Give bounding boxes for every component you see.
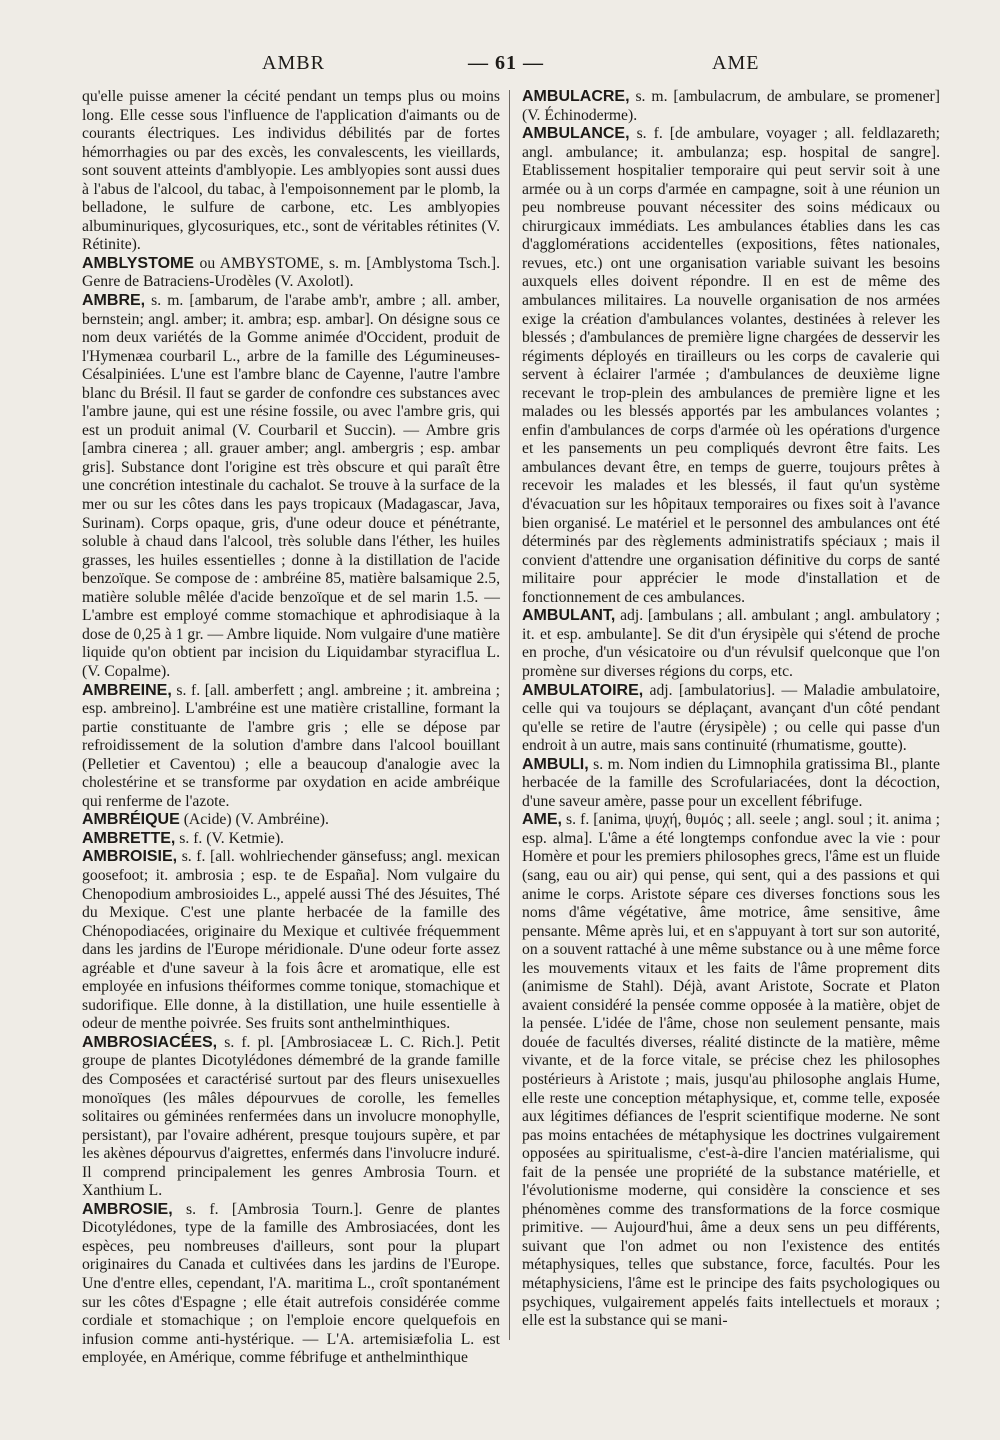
entry-headword: AMBROSIE, bbox=[82, 1200, 173, 1218]
entry-ambuli bbox=[522, 756, 940, 812]
entry-headword: AMBROISIE, bbox=[82, 848, 178, 866]
entry-headword: AMBULANT, bbox=[522, 607, 616, 625]
entry-ambrosiacees bbox=[82, 1034, 500, 1201]
entry-text: s. f. pl. [Ambrosiaceæ L. C. Rich.]. Petit groupe de plantes Dicotylédones démembré de la grande famille des Composées et caractérisé surtout par des fleurs unisexuelles monoïques (les mâles dépourvues de corolle, les femelles solitaires ou géminées renfermées dans un involucre monophylle, persistant), par l'ovaire adhérent, presque toujours supère, et par les akènes dépourvus d'aigrettes, enfermés dans l'involucre induré. Il comprend principalement les genres Ambrosia Tourn. et Xanthium L. bbox=[82, 1033, 500, 1200]
entry-ambulatoire bbox=[522, 682, 940, 756]
entry-text: adj. [ambulatorius]. — Maladie ambulatoire, celle qui va toujours se déplaçant, avançant d'un côté pendant qu'elle se retire de l'autre (érysipèle) ; ou celle qui passe d'un endroit à un autre, mais sans continuité (rhumatisme, goutte). bbox=[522, 681, 941, 755]
left-column bbox=[82, 88, 500, 1368]
entry-ambulant bbox=[522, 607, 940, 681]
entry-text: s. m. [ambarum, de l'arabe amb'r, ambre ; all. amber, bernstein; angl. amber; it. ambra; esp. ambar]. On désigne sous ce nom deux variétés de la Gomme animée d'Occident, produit de l'Hymenæa courbaril L., arbre de la famille des Légumineuses-Césalpiniées. L'une est l'ambre blanc de Cayenne, l'autre l'ambre blanc du Brésil. Il faut se garder de confondre ces substances avec l'ambre jaune, qui est une résine fossile, ou avec l'ambre gris, qui est un produit animal (V. Courbaril et Succin). — Ambre gris [ambra cinerea ; all. grauer amber; angl. ambergris ; esp. ambar gris]. Substance dont l'origine est très obscure et qui paraît être une concrétion intestinale du cachalot. Se trouve à la surface de la mer ou sur les côtes dans les pays tropicaux (Madagascar, Java, Surinam). Corps opaque, gris, d'une odeur douce et pénétrante, soluble à chaud dans l'alcool, très soluble dans l'éther, les huiles grasses, les huiles essentielles ; donne à la distillation de l'acide benzoïque. Se compose de : ambréine 85, matière balsamique 2.5, matière soluble mêlée d'acide benzoïque et de sel marin 1.5. — L'ambre est employé comme stomachique et aphrodisiaque à la dose de 0,25 à 1 gr. — Ambre liquide. Nom vulgaire d'une matière liquide qu'on obtient par incision du Liquidambar styraciflua L. (V. Copalme). bbox=[82, 292, 501, 680]
entry-headword: AMBULANCE, bbox=[522, 125, 630, 143]
entry-text: s. f. [de ambulare, voyager ; all. feldlazareth; angl. ambulance; it. ambulanza; esp. hospital de sangre]. Etablissement hospitalier temporaire qui peut servir soit à une armée ou à un corps d'armée en campagne, soit à une réunion un peu nombreuse pouvant nécessiter des soins médicaux ou chirurgicaux immédiats. Les ambulances établies dans les cas d'agglomérations accidentelles (expositions, fêtes nationales, revues, etc.) ont une organisation variable suivant les besoins auxquels elles doivent répondre. Il en est de même des ambulances militaires. La nouvelle organisation de nos armées exige la création d'ambulances volantes, destinées à relever les blessés ; d'ambulances de première ligne chargées de desservir les régiments déployés en tirailleurs ou les corps de cavalerie qui servent à éclairer l'armée ; d'ambulances de deuxième ligne recevant le trop-plein des ambulances de première ligne et les malades ou les blessés apportés par les ambulances volantes ; enfin d'ambulances de corps d'armée où les opérations d'urgence et les pansements un peu compliqués devront être faits. Les ambulances devant être, en temps de guerre, toujours prêtes à recevoir les malades et les blessés, il faut qu'un système d'évacuation sur les hôpitaux temporaires ou fixes soit à l'avance bien organisé. Le matériel et le personnel des ambulances ont été déterminés par des règlements administratifs spéciaux ; mais il convient d'attendre une organisation définitive du corps de santé militaire pour apprécier le mode d'installation et de fonctionnement de ces ambulances. bbox=[522, 125, 940, 606]
entry-ambre bbox=[82, 292, 500, 681]
running-header bbox=[0, 52, 1000, 82]
entry-ame bbox=[522, 811, 940, 1330]
entry-ambroisie bbox=[82, 848, 500, 1033]
column-divider bbox=[509, 90, 510, 1340]
entry-text: s. f. [Ambrosia Tourn.]. Genre de plantes Dicotylédones, type de la famille des Ambrosiacées, dont les espèces, peu nombreuses d'ailleurs, sont pour la plupart originaires du Canada et cultivées dans les jardins de l'Europe. Une d'entre elles, cependant, l'A. maritima L., croît spontanément sur les côtes d'Espagne ; elle était autrefois considérée comme cordiale et stomachique ; on l'emploie encore quelquefois en infusion comme anti-hystérique. — L'A. artemisiæfolia L. est employée, en Amérique, comme fébrifuge et anthelminthique bbox=[82, 1200, 501, 1367]
entry-text: qu'elle puisse amener la cécité pendant un temps plus ou moins long. Elle cesse sous l'influence de l'application d'aimants ou de courants électriques. Les individus débilités par de fortes hémorrhagies ou par des excès, les convalescents, les vieillards, sont souvent atteints d'amblyopie. Les amblyopies sont aussi dues à l'abus de l'alcool, du tabac, à l'empoisonnement par le plomb, la belladone, le sulfure de carbone, etc. Les amblyopies albuminuriques, glycosuriques, etc., sont de véritables rétinites (V. Rétinite). bbox=[82, 88, 500, 254]
entry-ambulacre bbox=[522, 88, 940, 125]
entry-text: ou AMBYSTOME, s. m. [Amblystoma Tsch.]. Genre de Batraciens-Urodèles (V. Axolotl). bbox=[82, 254, 500, 291]
entry-continuation bbox=[82, 88, 500, 255]
header-right-guide-word: AME bbox=[712, 52, 760, 74]
entry-ambrette bbox=[82, 830, 500, 849]
entry-ambrosie bbox=[82, 1201, 500, 1368]
entry-headword: AMBRE, bbox=[82, 292, 146, 310]
entry-headword: AME, bbox=[522, 811, 562, 829]
entry-text: (Acide) (V. Ambréine). bbox=[183, 811, 329, 829]
entry-headword: AMBULI, bbox=[522, 755, 589, 773]
entry-headword: AMBLYSTOME bbox=[82, 254, 195, 272]
right-column bbox=[522, 88, 940, 1331]
entry-text: s. m. [ambulacrum, de ambulare, se promener] (V. Échinoderme). bbox=[522, 88, 941, 124]
entry-headword: AMBULACRE, bbox=[522, 88, 630, 105]
entry-amblystome bbox=[82, 255, 500, 292]
entry-text: s. f. (V. Ketmie). bbox=[179, 829, 284, 847]
entry-ambreine bbox=[82, 682, 500, 812]
entry-headword: AMBRETTE, bbox=[82, 829, 176, 847]
entry-text: s. m. Nom indien du Limnophila gratissima Bl., plante herbacée de la famille des Scrofulariacées, dont la décoction, d'une saveur amère, passe pour un excellent fébrifuge. bbox=[522, 755, 941, 810]
header-left-guide-word: AMBR bbox=[262, 52, 325, 74]
entry-text: s. f. [all. amberfett ; angl. ambreine ; it. ambreina ; esp. ambreino]. L'ambréine est une matière cristalline, formant la partie constituante de l'ambre gris ; elle se dépose par refroidissement de la solution d'ambre dans l'alcool bouillant (Pelletier et Caventou) ; elle a beaucoup d'analogie avec la cholestérine et se transforme par oxydation en acide ambréique qui renferme de l'azote. bbox=[82, 681, 501, 810]
page-number: — 61 — bbox=[468, 52, 544, 74]
entry-ambreique bbox=[82, 811, 500, 830]
entry-text: s. f. [all. wohlriechender gänsefuss; angl. mexican goosefoot; it. ambrosia ; esp. te de España]. Nom vulgaire du Chenopodium ambrosioides L., appelé aussi Thé des Jésuites, Thé du Mexique. C'est une plante herbacée de la famille des Chénopodiacées, originaire du Mexique et cultivée fréquemment dans les jardins de l'Europe méridionale. D'une odeur forte assez agréable et d'une saveur à la fois âcre et aromatique, elle est employée en infusions théiformes comme tonique, stomachique et sudorifique. Elle donne, à la distillation, une huile essentielle à odeur de menthe poivrée. Ses fruits sont anthelminthiques. bbox=[82, 848, 500, 1033]
entry-ambulance bbox=[522, 125, 940, 607]
entry-headword: AMBREINE, bbox=[82, 681, 172, 699]
entry-text: adj. [ambulans ; all. ambulant ; angl. ambulatory ; it. et esp. ambulante]. Se dit d'un érysipèle qui s'étend de proche en proche, d'un vésicatoire ou d'un révulsif quelconque que l'on promène sur diverses régions du corps, etc. bbox=[522, 607, 940, 680]
entry-headword: AMBRÉIQUE bbox=[82, 811, 180, 829]
entry-headword: AMBULATOIRE, bbox=[522, 681, 644, 699]
entry-headword: AMBROSIACÉES, bbox=[82, 1033, 218, 1051]
entry-text: s. f. [anima, ψυχή, θυμός ; all. seele ; angl. soul ; it. anima ; esp. alma]. L'âme a été longtemps confondue avec la vie : pour Homère et pour les premiers philosophes grecs, l'âme est un fluide (sang, eau ou air) qui pense, qui sent, qui a des passions et qui anime le corps. Aristote sépare ces diverses fonctions sous les noms d'âme végétative, âme motrice, âme sensitive, âme pensante. Même après lui, et en s'appuyant à tort sur son autorité, on a souvent rattaché à une même substance ou à une même force les mouvements vitaux et les faits de l'âme proprement dits (animisme de Stahl). Déjà, avant Aristote, Socrate et Platon avaient considéré la pensée comme opposée à la matière, objet de la pensée. L'idée de l'âme, chose non seulement pensante, mais douée de facultés diverses, réalité distincte de la matière, même vivante, et de la force vitale, se précise chez les philosophes postérieurs à Aristote ; mais, jusqu'au philosophe anglais Hume, elle reste une conception métaphysique, et, comme telle, exposée aux légitimes défiances de l'esprit scientifique moderne. Ne sont pas moins entachées de métaphysique les doctrines vulgairement opposées au spiritualisme, c'est-à-dire l'ancien matérialisme, qui fait de la pensée une propriété de la substance matérielle, et l'évolutionisme moderne, qui considère la conscience et ses phénomènes comme des transformations de la force cosmique primitive. — Aujourd'hui, âme a deux sens un peu différents, suivant que l'on admet ou non l'existence des entités métaphysiques, telles que substance, force, facultés. Pour les métaphysiciens, l'âme est le principe des faits psychologiques ou psychiques, vulgairement appelés faits intellectuels et moraux ; elle est la substance qui se mani- bbox=[522, 811, 941, 1330]
